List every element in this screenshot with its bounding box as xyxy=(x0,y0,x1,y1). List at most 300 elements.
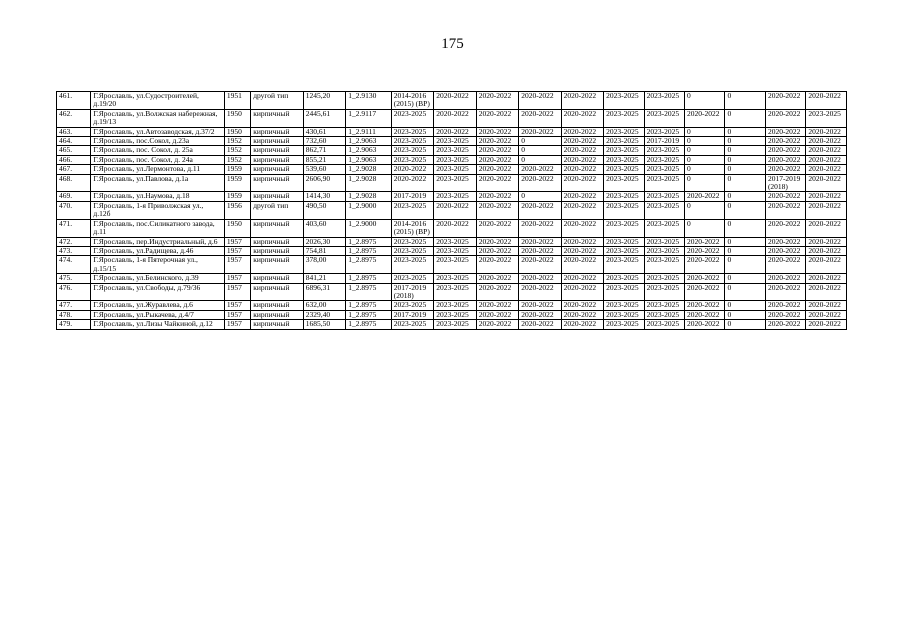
row-number-cell: 474. xyxy=(57,256,91,274)
repair-period-cell: 0 xyxy=(725,201,765,219)
repair-period-cell: 2020-2022 xyxy=(765,310,805,319)
repair-period-cell: 2020-2022 xyxy=(476,192,518,201)
table-row xyxy=(57,165,847,174)
row-number-cell: 470. xyxy=(57,201,91,219)
repair-period-cell: 0 xyxy=(519,155,561,164)
repair-period-cell: 2020-2022 xyxy=(476,219,518,237)
repair-period-cell: 2023-2025 xyxy=(604,155,644,164)
table-row xyxy=(57,137,847,146)
repair-period-cell: 2020-2022 xyxy=(519,165,561,174)
repair-period-cell: 2023-2025 xyxy=(644,256,684,274)
repair-period-cell: 2020-2022 xyxy=(765,246,805,255)
repair-period-cell: 0 xyxy=(725,237,765,246)
repair-period-cell: 2020-2022 xyxy=(765,274,805,283)
year-cell: 1957 xyxy=(224,274,250,283)
wall-material-cell: кирпичный xyxy=(251,310,304,319)
wall-material-cell: кирпичный xyxy=(251,109,304,127)
repair-period-cell: 2023-2025 xyxy=(604,219,644,237)
repair-period-cell: 2023-2025 xyxy=(391,201,433,219)
wall-material-cell: кирпичный xyxy=(251,127,304,136)
repair-period-cell: 0 xyxy=(725,283,765,301)
repair-period-cell: 2020-2022 xyxy=(561,320,603,329)
repair-period-cell: 2023-2025 xyxy=(644,192,684,201)
repair-period-cell: 2020-2022 xyxy=(519,256,561,274)
repair-period-cell: 2020-2022 xyxy=(561,246,603,255)
row-number-cell: 462. xyxy=(57,109,91,127)
repair-period-cell: 2020-2022 xyxy=(806,155,847,164)
address-cell: Г.Ярославль, ул.Рыкачева, д.4/7 xyxy=(91,310,225,319)
wall-material-cell: кирпичный xyxy=(251,219,304,237)
repair-period-cell: 2020-2022 xyxy=(434,201,476,219)
repair-period-cell: 2023-2025 xyxy=(644,274,684,283)
repair-period-cell: 0 xyxy=(685,127,725,136)
row-number-cell: 472. xyxy=(57,237,91,246)
repair-period-cell: 2020-2022 xyxy=(685,246,725,255)
address-cell: Г.Ярославль, 1-я Пятерочная ул., д.15/15 xyxy=(91,256,225,274)
repair-period-cell: 2023-2025 xyxy=(604,192,644,201)
area-cell: 490,50 xyxy=(303,201,345,219)
repair-period-cell: 0 xyxy=(725,146,765,155)
repair-period-cell: 0 xyxy=(685,201,725,219)
code-cell: 1_2.8975 xyxy=(346,301,392,310)
area-cell: 2329,40 xyxy=(303,310,345,319)
repair-period-cell: 2020-2022 xyxy=(685,109,725,127)
table-row xyxy=(57,201,847,219)
repair-period-cell: 2023-2025 xyxy=(604,165,644,174)
wall-material-cell: кирпичный xyxy=(251,246,304,255)
address-cell: Г.Ярославль, ул.Лермонтова, д.11 xyxy=(91,165,225,174)
address-cell: Г.Ярославль, ул.Белинского, д.39 xyxy=(91,274,225,283)
repair-period-cell: 2023-2025 xyxy=(604,320,644,329)
year-cell: 1957 xyxy=(224,310,250,319)
repair-period-cell: 2020-2022 xyxy=(806,301,847,310)
year-cell: 1957 xyxy=(224,237,250,246)
repair-period-cell: 2020-2022 xyxy=(685,310,725,319)
repair-period-cell: 2023-2025 xyxy=(604,201,644,219)
repair-period-cell: 2020-2022 xyxy=(765,92,805,110)
wall-material-cell: другой тип xyxy=(251,92,304,110)
repair-period-cell: 2017-2019 (2018) xyxy=(391,283,433,301)
wall-material-cell: кирпичный xyxy=(251,174,304,192)
row-number-cell: 469. xyxy=(57,192,91,201)
area-cell: 2606,90 xyxy=(303,174,345,192)
repair-period-cell: 2020-2022 xyxy=(561,274,603,283)
row-number-cell: 473. xyxy=(57,246,91,255)
repair-period-cell: 2020-2022 xyxy=(434,92,476,110)
table-row xyxy=(57,174,847,192)
repair-period-cell: 2023-2025 xyxy=(644,237,684,246)
repair-period-cell: 2020-2022 xyxy=(476,310,518,319)
repair-period-cell: 2023-2025 xyxy=(391,246,433,255)
repair-period-cell: 2023-2025 xyxy=(604,310,644,319)
repair-period-cell: 2020-2022 xyxy=(519,301,561,310)
repair-period-cell: 2023-2025 xyxy=(644,155,684,164)
area-cell: 378,00 xyxy=(303,256,345,274)
repair-period-cell: 2020-2022 xyxy=(561,219,603,237)
year-cell: 1950 xyxy=(224,219,250,237)
year-cell: 1956 xyxy=(224,201,250,219)
row-number-cell: 467. xyxy=(57,165,91,174)
repair-period-cell: 2023-2025 xyxy=(604,137,644,146)
row-number-cell: 478. xyxy=(57,310,91,319)
table-row xyxy=(57,283,847,301)
wall-material-cell: кирпичный xyxy=(251,165,304,174)
repair-period-cell: 2020-2022 xyxy=(561,283,603,301)
repair-period-cell: 2020-2022 xyxy=(765,192,805,201)
table-row xyxy=(57,92,847,110)
table-row xyxy=(57,301,847,310)
repair-period-cell: 2023-2025 xyxy=(604,127,644,136)
repair-period-cell: 0 xyxy=(685,155,725,164)
table-row xyxy=(57,155,847,164)
area-cell: 632,00 xyxy=(303,301,345,310)
repair-period-cell: 0 xyxy=(519,192,561,201)
row-number-cell: 464. xyxy=(57,137,91,146)
repair-period-cell: 2023-2025 xyxy=(604,109,644,127)
repair-period-cell: 2020-2022 xyxy=(561,92,603,110)
repair-period-cell: 2020-2022 xyxy=(519,174,561,192)
year-cell: 1957 xyxy=(224,320,250,329)
repair-period-cell: 2020-2022 xyxy=(434,127,476,136)
repair-period-cell: 2023-2025 xyxy=(434,256,476,274)
year-cell: 1957 xyxy=(224,283,250,301)
repair-period-cell: 2023-2025 xyxy=(644,301,684,310)
page-number: 175 xyxy=(441,36,464,52)
repair-period-cell: 2023-2025 xyxy=(604,174,644,192)
address-cell: Г.Ярославль, ул.Павлова, д.1а xyxy=(91,174,225,192)
repair-period-cell: 2020-2022 xyxy=(806,174,847,192)
repair-period-cell: 2023-2025 xyxy=(644,283,684,301)
repair-period-cell: 2020-2022 xyxy=(561,137,603,146)
repair-period-cell: 2020-2022 xyxy=(765,127,805,136)
row-number-cell: 479. xyxy=(57,320,91,329)
area-cell: 862,71 xyxy=(303,146,345,155)
code-cell: 1_2.8975 xyxy=(346,320,392,329)
address-cell: Г.Ярославль, ул.Свободы, д.79/36 xyxy=(91,283,225,301)
repair-period-cell: 2020-2022 xyxy=(476,274,518,283)
wall-material-cell: кирпичный xyxy=(251,192,304,201)
table-row xyxy=(57,310,847,319)
repair-period-cell: 2020-2022 xyxy=(765,165,805,174)
repair-period-cell: 0 xyxy=(725,310,765,319)
repair-period-cell: 2020-2022 xyxy=(391,174,433,192)
repair-period-cell: 2023-2025 xyxy=(391,237,433,246)
repair-period-cell: 2020-2022 xyxy=(685,320,725,329)
repair-period-cell: 2020-2022 xyxy=(806,256,847,274)
address-cell: Г.Ярославль, ул.Волжская набережная, д.19/13 xyxy=(91,109,225,127)
year-cell: 1950 xyxy=(224,109,250,127)
year-cell: 1959 xyxy=(224,165,250,174)
wall-material-cell: кирпичный xyxy=(251,155,304,164)
repair-period-cell: 2020-2022 xyxy=(519,92,561,110)
area-cell: 754,81 xyxy=(303,246,345,255)
repair-period-cell: 2023-2025 xyxy=(434,283,476,301)
repair-period-cell: 2020-2022 xyxy=(806,92,847,110)
repair-period-cell: 2014-2016 (2015) (ВР) xyxy=(391,219,433,237)
year-cell: 1957 xyxy=(224,246,250,255)
code-cell: 1_2.8975 xyxy=(346,310,392,319)
repair-period-cell: 2020-2022 xyxy=(685,274,725,283)
repair-period-cell: 2020-2022 xyxy=(765,155,805,164)
repair-period-cell: 2023-2025 xyxy=(434,146,476,155)
table-row xyxy=(57,320,847,329)
repair-period-cell: 0 xyxy=(685,137,725,146)
address-cell: Г.Ярославль, ул.Радищева, д.46 xyxy=(91,246,225,255)
repair-period-cell: 2020-2022 xyxy=(806,219,847,237)
repair-period-cell: 0 xyxy=(725,192,765,201)
repair-period-cell: 2017-2019 xyxy=(644,137,684,146)
repair-period-cell: 2020-2022 xyxy=(765,301,805,310)
repair-period-cell: 2020-2022 xyxy=(765,320,805,329)
repair-period-cell: 2020-2022 xyxy=(765,219,805,237)
repair-period-cell: 2020-2022 xyxy=(561,109,603,127)
repair-period-cell: 2020-2022 xyxy=(561,165,603,174)
repair-period-cell: 0 xyxy=(725,165,765,174)
repair-period-cell: 2020-2022 xyxy=(806,274,847,283)
wall-material-cell: кирпичный xyxy=(251,146,304,155)
repair-period-cell: 2020-2022 xyxy=(519,237,561,246)
table-row xyxy=(57,256,847,274)
repair-period-cell: 2023-2025 xyxy=(604,301,644,310)
year-cell: 1957 xyxy=(224,301,250,310)
repair-period-cell: 2023-2025 xyxy=(434,274,476,283)
area-cell: 6896,31 xyxy=(303,283,345,301)
repair-period-cell: 2023-2025 xyxy=(604,283,644,301)
repair-period-cell: 2023-2025 xyxy=(604,274,644,283)
code-cell: 1_2.9028 xyxy=(346,165,392,174)
repair-period-cell: 0 xyxy=(725,127,765,136)
repair-period-cell: 0 xyxy=(519,137,561,146)
row-number-cell: 466. xyxy=(57,155,91,164)
repair-period-cell: 2023-2025 xyxy=(391,256,433,274)
repair-period-cell: 2023-2025 xyxy=(644,165,684,174)
year-cell: 1959 xyxy=(224,192,250,201)
area-cell: 1245,20 xyxy=(303,92,345,110)
table-row xyxy=(57,274,847,283)
year-cell: 1952 xyxy=(224,137,250,146)
housing-registry-table xyxy=(56,91,847,330)
repair-period-cell: 2020-2022 xyxy=(806,283,847,301)
repair-period-cell: 2020-2022 xyxy=(476,174,518,192)
row-number-cell: 475. xyxy=(57,274,91,283)
repair-period-cell: 0 xyxy=(725,320,765,329)
repair-period-cell: 2023-2025 xyxy=(644,127,684,136)
repair-period-cell: 2020-2022 xyxy=(765,201,805,219)
row-number-cell: 463. xyxy=(57,127,91,136)
repair-period-cell: 2023-2025 xyxy=(391,301,433,310)
repair-period-cell: 2020-2022 xyxy=(685,283,725,301)
repair-period-cell: 2020-2022 xyxy=(519,283,561,301)
repair-period-cell: 2020-2022 xyxy=(476,237,518,246)
repair-period-cell: 2020-2022 xyxy=(561,256,603,274)
table-row xyxy=(57,192,847,201)
repair-period-cell: 0 xyxy=(685,146,725,155)
repair-period-cell: 2020-2022 xyxy=(561,192,603,201)
repair-period-cell: 2023-2025 xyxy=(604,237,644,246)
repair-period-cell: 2020-2022 xyxy=(476,109,518,127)
repair-period-cell: 2020-2022 xyxy=(765,283,805,301)
repair-period-cell: 2020-2022 xyxy=(765,256,805,274)
repair-period-cell: 2020-2022 xyxy=(561,146,603,155)
repair-period-cell: 0 xyxy=(725,137,765,146)
code-cell: 1_2.9063 xyxy=(346,155,392,164)
code-cell: 1_2.9111 xyxy=(346,127,392,136)
table-row xyxy=(57,146,847,155)
repair-period-cell: 0 xyxy=(685,165,725,174)
area-cell: 539,60 xyxy=(303,165,345,174)
wall-material-cell: другой тип xyxy=(251,201,304,219)
repair-period-cell: 2020-2022 xyxy=(806,310,847,319)
code-cell: 1_2.9000 xyxy=(346,201,392,219)
area-cell: 1685,50 xyxy=(303,320,345,329)
wall-material-cell: кирпичный xyxy=(251,137,304,146)
repair-period-cell: 2017-2019 xyxy=(391,310,433,319)
year-cell: 1950 xyxy=(224,127,250,136)
repair-period-cell: 2020-2022 xyxy=(476,201,518,219)
wall-material-cell: кирпичный xyxy=(251,256,304,274)
repair-period-cell: 2023-2025 xyxy=(434,155,476,164)
repair-period-cell: 2020-2022 xyxy=(519,127,561,136)
repair-period-cell: 2023-2025 xyxy=(604,92,644,110)
address-cell: Г.Ярославль, ул.Наумова, д.18 xyxy=(91,192,225,201)
table-body xyxy=(57,92,847,330)
repair-period-cell: 2020-2022 xyxy=(765,146,805,155)
repair-period-cell: 2020-2022 xyxy=(519,310,561,319)
wall-material-cell: кирпичный xyxy=(251,274,304,283)
repair-period-cell: 2020-2022 xyxy=(476,92,518,110)
repair-period-cell: 2023-2025 xyxy=(391,137,433,146)
repair-period-cell: 2023-2025 xyxy=(644,92,684,110)
repair-period-cell: 2020-2022 xyxy=(685,256,725,274)
area-cell: 855,21 xyxy=(303,155,345,164)
repair-period-cell: 2020-2022 xyxy=(765,237,805,246)
repair-period-cell: 2023-2025 xyxy=(434,165,476,174)
repair-period-cell: 2020-2022 xyxy=(519,201,561,219)
repair-period-cell: 2023-2025 xyxy=(644,109,684,127)
area-cell: 430,61 xyxy=(303,127,345,136)
area-cell: 732,60 xyxy=(303,137,345,146)
code-cell: 1_2.8975 xyxy=(346,283,392,301)
repair-period-cell: 2017-2019 (2018) xyxy=(765,174,805,192)
repair-period-cell: 2020-2022 xyxy=(806,165,847,174)
repair-period-cell: 2020-2022 xyxy=(476,137,518,146)
repair-period-cell: 0 xyxy=(725,174,765,192)
repair-period-cell: 2020-2022 xyxy=(476,256,518,274)
repair-period-cell: 2020-2022 xyxy=(519,219,561,237)
repair-period-cell: 2020-2022 xyxy=(765,109,805,127)
repair-period-cell: 0 xyxy=(725,155,765,164)
repair-period-cell: 2014-2016 (2015) (ВР) xyxy=(391,92,433,110)
repair-period-cell: 2023-2025 xyxy=(434,174,476,192)
row-number-cell: 477. xyxy=(57,301,91,310)
repair-period-cell: 2020-2022 xyxy=(476,146,518,155)
repair-period-cell: 2023-2025 xyxy=(644,174,684,192)
table-row xyxy=(57,219,847,237)
year-cell: 1952 xyxy=(224,155,250,164)
wall-material-cell: кирпичный xyxy=(251,283,304,301)
repair-period-cell: 2020-2022 xyxy=(476,155,518,164)
address-cell: Г.Ярославль, пос. Сокол, д. 24а xyxy=(91,155,225,164)
repair-period-cell: 2023-2025 xyxy=(434,137,476,146)
repair-period-cell: 0 xyxy=(725,109,765,127)
repair-period-cell: 2023-2025 xyxy=(644,146,684,155)
repair-period-cell: 2023-2025 xyxy=(391,127,433,136)
repair-period-cell: 2023-2025 xyxy=(434,301,476,310)
table-row xyxy=(57,237,847,246)
repair-period-cell: 2023-2025 xyxy=(434,320,476,329)
repair-period-cell: 2020-2022 xyxy=(561,237,603,246)
repair-period-cell: 2020-2022 xyxy=(434,219,476,237)
repair-period-cell: 2020-2022 xyxy=(391,165,433,174)
area-cell: 2026,30 xyxy=(303,237,345,246)
repair-period-cell: 2020-2022 xyxy=(476,127,518,136)
code-cell: 1_2.9063 xyxy=(346,137,392,146)
code-cell: 1_2.8975 xyxy=(346,256,392,274)
area-cell: 1414,30 xyxy=(303,192,345,201)
repair-period-cell: 2023-2025 xyxy=(644,310,684,319)
repair-period-cell: 2020-2022 xyxy=(561,301,603,310)
address-cell: Г.Ярославль, пер.Индустриальный, д.6 xyxy=(91,237,225,246)
row-number-cell: 476. xyxy=(57,283,91,301)
area-cell: 2445,61 xyxy=(303,109,345,127)
code-cell: 1_2.8975 xyxy=(346,274,392,283)
address-cell: Г.Ярославль, ул.Судостроителей, д.19/20 xyxy=(91,92,225,110)
row-number-cell: 461. xyxy=(57,92,91,110)
code-cell: 1_2.9028 xyxy=(346,174,392,192)
code-cell: 1_2.9063 xyxy=(346,146,392,155)
repair-period-cell: 2023-2025 xyxy=(604,246,644,255)
repair-period-cell: 2020-2022 xyxy=(806,192,847,201)
repair-period-cell: 2020-2022 xyxy=(561,127,603,136)
repair-period-cell: 0 xyxy=(725,256,765,274)
code-cell: 1_2.9000 xyxy=(346,219,392,237)
repair-period-cell: 2023-2025 xyxy=(434,192,476,201)
repair-period-cell: 2023-2025 xyxy=(644,201,684,219)
repair-period-cell: 2020-2022 xyxy=(806,246,847,255)
repair-period-cell: 2023-2025 xyxy=(391,320,433,329)
repair-period-cell: 2023-2025 xyxy=(604,256,644,274)
repair-period-cell: 0 xyxy=(725,92,765,110)
repair-period-cell: 2020-2022 xyxy=(434,109,476,127)
repair-period-cell: 2023-2025 xyxy=(434,310,476,319)
repair-period-cell: 2020-2022 xyxy=(806,146,847,155)
code-cell: 1_2.9117 xyxy=(346,109,392,127)
area-cell: 403,60 xyxy=(303,219,345,237)
repair-period-cell: 2020-2022 xyxy=(765,137,805,146)
repair-period-cell: 0 xyxy=(725,274,765,283)
address-cell: Г.Ярославль, пос. Сокол, д. 25а xyxy=(91,146,225,155)
row-number-cell: 471. xyxy=(57,219,91,237)
repair-period-cell: 2020-2022 xyxy=(561,155,603,164)
repair-period-cell: 0 xyxy=(725,301,765,310)
repair-period-cell: 2020-2022 xyxy=(476,165,518,174)
repair-period-cell: 2020-2022 xyxy=(476,283,518,301)
repair-period-cell: 2020-2022 xyxy=(476,246,518,255)
wall-material-cell: кирпичный xyxy=(251,301,304,310)
repair-period-cell: 2023-2025 xyxy=(434,246,476,255)
year-cell: 1957 xyxy=(224,256,250,274)
table-row xyxy=(57,109,847,127)
repair-period-cell: 2020-2022 xyxy=(519,109,561,127)
repair-period-cell: 2020-2022 xyxy=(685,301,725,310)
repair-period-cell: 0 xyxy=(685,92,725,110)
repair-period-cell: 2020-2022 xyxy=(806,127,847,136)
repair-period-cell: 2023-2025 xyxy=(391,146,433,155)
repair-period-cell: 0 xyxy=(685,174,725,192)
repair-period-cell: 2017-2019 xyxy=(391,192,433,201)
repair-period-cell: 2020-2022 xyxy=(476,320,518,329)
address-cell: Г.Ярославль, ул.Автозаводская, д.37/2 xyxy=(91,127,225,136)
